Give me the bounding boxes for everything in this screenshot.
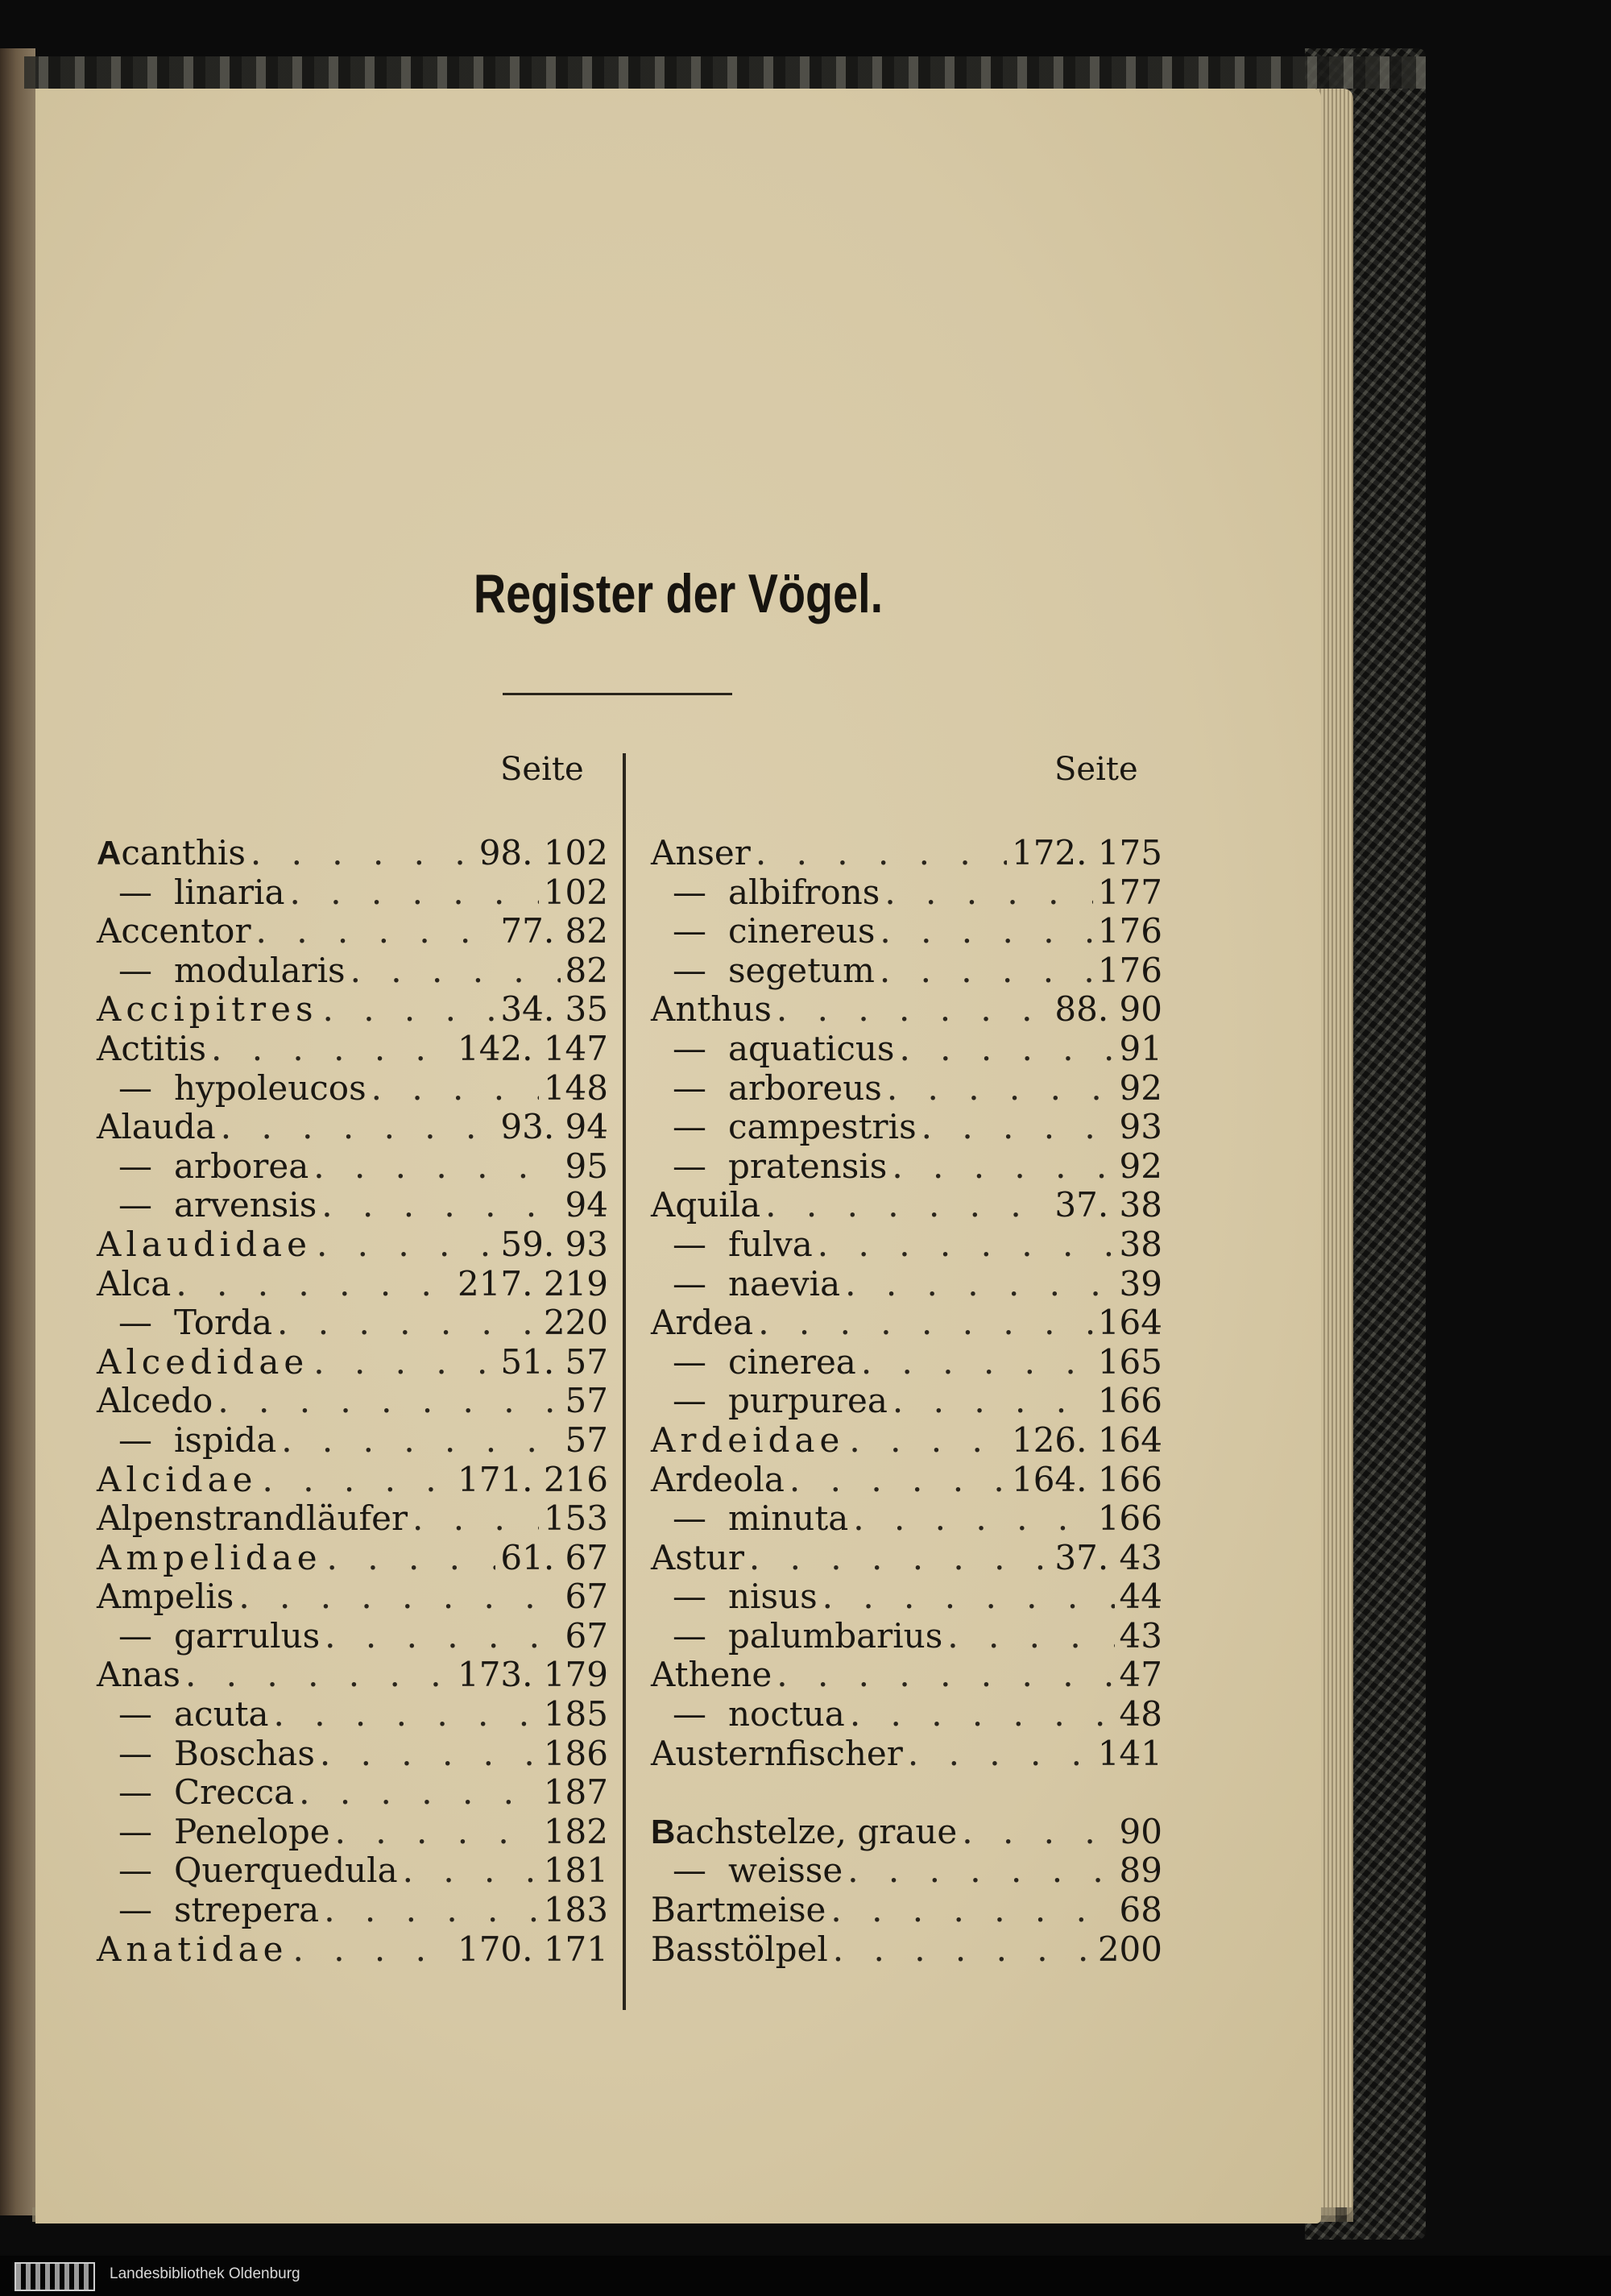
column-divider (623, 753, 626, 2010)
entry-name: Acanthis (97, 833, 246, 872)
entry-name: Ardeola (651, 1459, 785, 1499)
index-entry (651, 1265, 1162, 1304)
entry-name: Athene (651, 1655, 772, 1695)
ditto-dash: — (118, 1615, 152, 1656)
entry-name: Anthus (651, 989, 772, 1030)
ditto-dash: — (673, 1615, 706, 1656)
entry-pages: 93. 94 (500, 1107, 608, 1147)
leader-dots (325, 1617, 560, 1656)
entry-pages: 77. 82 (500, 911, 608, 951)
index-entry (97, 951, 608, 991)
entry-pages: 44 (1119, 1577, 1162, 1617)
left-column (97, 834, 608, 1969)
ditto-dash: — (673, 872, 706, 912)
leader-dots (211, 1030, 453, 1069)
entry-name: cinerea (728, 1341, 856, 1382)
entry-name: albifrons (728, 872, 880, 912)
entry-pages: 142. 147 (457, 1028, 608, 1068)
index-entry (651, 873, 1162, 913)
leader-dots (324, 1891, 539, 1930)
index-entry (97, 1930, 608, 1970)
ditto-dash: — (673, 1381, 706, 1421)
leader-dots (884, 873, 1093, 913)
leader-dots (899, 1030, 1114, 1069)
ditto-dash: — (118, 1067, 152, 1108)
entry-name: pratensis (728, 1146, 888, 1186)
ditto-dash: — (118, 1146, 152, 1186)
index-entry (651, 1617, 1162, 1656)
entry-name: Alpenstrandläufer (97, 1498, 408, 1539)
leader-dots (822, 1577, 1115, 1617)
entry-pages: 90 (1119, 1811, 1162, 1851)
index-entry (651, 1499, 1162, 1539)
ditto-dash: — (673, 1146, 706, 1186)
entry-name: Ardeidae (651, 1419, 845, 1460)
entry-pages: 57 (565, 1419, 608, 1460)
ditto-dash: — (673, 1498, 706, 1539)
entry-name: Accipitres (97, 989, 318, 1030)
index-entry (97, 1891, 608, 1930)
leader-dots (217, 1382, 560, 1421)
entry-name: Querquedula (174, 1850, 398, 1891)
entry-name: Ampelis (97, 1577, 234, 1617)
index-entry (97, 1734, 608, 1774)
book-top-edge (24, 56, 1426, 89)
leader-dots (892, 1147, 1114, 1187)
leader-dots (290, 873, 539, 913)
leader-dots (880, 951, 1093, 991)
entry-pages: 185 (543, 1694, 608, 1734)
entry-name: purpurea (728, 1381, 888, 1421)
index-entry (651, 1421, 1162, 1461)
leader-dots (412, 1499, 539, 1539)
entry-pages: 186 (543, 1733, 608, 1773)
ditto-dash: — (673, 1067, 706, 1108)
entry-name: arborea (174, 1146, 309, 1186)
entry-name: Actitis (97, 1028, 207, 1068)
entry-name: Torda (174, 1303, 273, 1343)
entry-name: Anser (651, 833, 751, 872)
index-entry (651, 1734, 1162, 1774)
leader-dots (765, 1186, 1050, 1225)
leader-dots (277, 1303, 539, 1343)
ditto-dash: — (673, 950, 706, 990)
entry-name: Astur (651, 1537, 744, 1577)
entry-pages: 182 (543, 1811, 608, 1851)
entry-pages: 68 (1119, 1890, 1162, 1930)
entry-name: segetum (728, 950, 875, 990)
index-entry (651, 1147, 1162, 1187)
leader-dots (749, 1539, 1050, 1578)
leader-dots (947, 1617, 1114, 1656)
entry-name: strepera (174, 1890, 320, 1930)
entry-name: Aquila (651, 1185, 761, 1225)
entry-name: naevia (728, 1263, 841, 1303)
index-entry (651, 1695, 1162, 1734)
page-title: Register der Vögel. (473, 563, 884, 624)
entry-pages: 183 (543, 1890, 608, 1930)
index-entry (651, 990, 1162, 1030)
entry-pages: 82 (565, 950, 608, 990)
ditto-dash: — (118, 1772, 152, 1813)
leader-dots (350, 951, 561, 991)
index-entry (97, 1265, 608, 1304)
entry-name: aquaticus (728, 1028, 895, 1068)
ditto-dash: — (673, 1263, 706, 1303)
entry-name: modularis (174, 950, 346, 990)
leader-dots (299, 1773, 539, 1813)
index-entry (651, 951, 1162, 991)
entry-name: Boschas (174, 1733, 315, 1773)
ditto-dash: — (118, 1811, 152, 1851)
entry-name: Crecca (174, 1772, 295, 1813)
entry-pages: 166 (1097, 1498, 1162, 1539)
entry-pages: 34. 35 (500, 989, 608, 1030)
entry-name: hypoleucos (174, 1067, 367, 1108)
leader-dots (758, 1303, 1093, 1343)
index-entry (97, 1499, 608, 1539)
right-column-page-label: Seite (1054, 751, 1138, 788)
ditto-dash: — (673, 1577, 706, 1617)
entry-name: Ampelidae (97, 1537, 322, 1577)
entry-pages: 126. 164 (1011, 1419, 1162, 1460)
entry-pages: 217. 219 (457, 1263, 608, 1303)
entry-name: campestris (728, 1107, 917, 1147)
entry-pages: 37. 43 (1054, 1537, 1162, 1577)
entry-name: Alcedo (97, 1381, 213, 1421)
leader-dots (845, 1265, 1114, 1304)
entry-name: Alauda (97, 1107, 216, 1147)
index-entry (651, 1225, 1162, 1265)
ditto-dash: — (673, 1850, 706, 1891)
entry-name: Ardea (651, 1303, 754, 1343)
book-binding-left (0, 48, 35, 2215)
ditto-dash: — (673, 1224, 706, 1264)
entry-pages: 57 (565, 1381, 608, 1421)
index-entry (97, 1186, 608, 1225)
ditto-dash: — (118, 1694, 152, 1734)
leader-dots (321, 1186, 560, 1225)
entry-pages: 148 (543, 1067, 608, 1108)
leader-dots (251, 834, 474, 873)
entry-pages: 43 (1119, 1615, 1162, 1656)
index-entry (651, 1930, 1162, 1970)
leader-dots (850, 1695, 1115, 1734)
entry-pages: 181 (543, 1850, 608, 1891)
library-name: Landesbibliothek Oldenburg (110, 2265, 300, 2282)
entry-name: Anatidae (97, 1929, 288, 1969)
entry-pages: 102 (543, 872, 608, 912)
index-entry (651, 1186, 1162, 1225)
index-entry (651, 1069, 1162, 1109)
entry-pages: 51. 57 (500, 1341, 608, 1382)
index-entry (651, 1539, 1162, 1578)
leader-dots (323, 990, 496, 1030)
leader-dots (256, 912, 496, 951)
leader-dots (756, 834, 1007, 873)
library-footer (0, 2256, 1611, 2296)
entry-pages: 187 (543, 1772, 608, 1813)
index-entry (97, 1343, 608, 1382)
leader-dots (880, 912, 1092, 951)
index-entry (651, 834, 1162, 873)
entry-name: acuta (174, 1694, 269, 1734)
index-entry (97, 1225, 608, 1265)
entry-name: garrulus (174, 1615, 321, 1656)
entry-pages: 88. 90 (1054, 989, 1162, 1030)
entry-name: Alca (97, 1263, 172, 1303)
leader-dots (847, 1851, 1114, 1891)
leader-dots (789, 1461, 1007, 1500)
leader-dots (777, 990, 1050, 1030)
entry-pages: 177 (1097, 872, 1162, 912)
index-entry (97, 990, 608, 1030)
ditto-dash: — (118, 1419, 152, 1460)
leader-dots (263, 1461, 453, 1500)
index-entry (97, 1303, 608, 1343)
index-entry (97, 1773, 608, 1813)
entry-pages: 164 (1097, 1303, 1162, 1343)
entry-name: arvensis (174, 1185, 317, 1225)
entry-pages: 200 (1097, 1929, 1162, 1969)
entry-name: Basstölpel (651, 1929, 828, 1969)
leader-dots (777, 1656, 1114, 1695)
index-entry (651, 1382, 1162, 1421)
entry-pages: 93 (1119, 1107, 1162, 1147)
leader-dots (320, 1734, 539, 1774)
ditto-dash: — (673, 1694, 706, 1734)
entry-pages: 39 (1119, 1263, 1162, 1303)
entry-pages: 176 (1097, 950, 1162, 990)
ditto-dash: — (673, 1028, 706, 1068)
index-entry (97, 1382, 608, 1421)
right-column (651, 834, 1162, 1969)
entry-name: Alcedidae (97, 1341, 309, 1382)
entry-pages: 165 (1097, 1341, 1162, 1382)
entry-name: Accentor (97, 911, 251, 951)
leader-dots (833, 1930, 1093, 1970)
ditto-dash: — (118, 1185, 152, 1225)
index-entry (97, 1421, 608, 1461)
entry-pages: 91 (1119, 1028, 1162, 1068)
index-entry (651, 1343, 1162, 1382)
index-entry (97, 912, 608, 951)
ditto-dash: — (673, 911, 706, 951)
ditto-dash: — (118, 872, 152, 912)
leader-dots (921, 1108, 1115, 1147)
title-rule (503, 693, 732, 695)
leader-dots (335, 1813, 539, 1852)
index-entry (97, 1539, 608, 1578)
entry-name: nisus (728, 1577, 818, 1617)
leader-dots (849, 1421, 1007, 1461)
leader-dots (221, 1108, 496, 1147)
entry-pages: 166 (1097, 1381, 1162, 1421)
leader-dots (830, 1891, 1114, 1930)
leader-dots (317, 1225, 495, 1265)
index-entry (651, 1108, 1162, 1147)
book-page (35, 89, 1321, 2223)
entry-pages: 92 (1119, 1067, 1162, 1108)
entry-name: Penelope (174, 1811, 330, 1851)
entry-pages: 172. 175 (1011, 833, 1162, 872)
entry-pages: 220 (543, 1303, 608, 1343)
section-gap (651, 1773, 1162, 1813)
entry-pages: 67 (565, 1615, 608, 1656)
index-entry (97, 1069, 608, 1109)
index-entry (651, 1577, 1162, 1617)
index-entry (97, 1813, 608, 1852)
leader-dots (818, 1225, 1115, 1265)
index-entry (97, 1461, 608, 1500)
entry-pages: 59. 93 (500, 1224, 608, 1264)
entry-pages: 173. 179 (457, 1655, 608, 1695)
entry-name: Bartmeise (651, 1890, 826, 1930)
index-entry (97, 1617, 608, 1656)
ditto-dash: — (118, 1733, 152, 1773)
entry-name: cinereus (728, 911, 876, 951)
leader-dots (962, 1813, 1114, 1852)
entry-pages: 92 (1119, 1146, 1162, 1186)
entry-pages: 67 (565, 1577, 608, 1617)
entry-name: ispida (174, 1419, 277, 1460)
entry-pages: 47 (1119, 1655, 1162, 1695)
index-entry (97, 834, 608, 873)
ditto-dash: — (118, 950, 152, 990)
entry-pages: 153 (543, 1498, 608, 1539)
leader-dots (313, 1147, 560, 1187)
entry-name: palumbarius (728, 1615, 943, 1656)
leader-dots (313, 1343, 495, 1382)
ditto-dash: — (118, 1303, 152, 1343)
entry-pages: 141 (1097, 1733, 1162, 1773)
leader-dots (238, 1577, 560, 1617)
index-entry (97, 873, 608, 913)
entry-name: fulva (728, 1224, 813, 1264)
index-entry (651, 1891, 1162, 1930)
index-entry (651, 1813, 1162, 1852)
entry-pages: 95 (565, 1146, 608, 1186)
index-entry (651, 1030, 1162, 1069)
index-entry (97, 1656, 608, 1695)
leader-dots (327, 1539, 496, 1578)
leader-dots (371, 1069, 539, 1109)
entry-name: Alaudidae (97, 1224, 312, 1264)
leader-dots (281, 1421, 560, 1461)
entry-name: Alcidae (97, 1459, 258, 1499)
entry-pages: 61. 67 (500, 1537, 608, 1577)
index-entry (651, 1851, 1162, 1891)
leader-dots (274, 1695, 539, 1734)
leader-dots (861, 1343, 1093, 1382)
leader-dots (176, 1265, 453, 1304)
leader-dots (887, 1069, 1115, 1109)
ditto-dash: — (118, 1890, 152, 1930)
entry-name: noctua (728, 1694, 845, 1734)
entry-pages: 176 (1097, 911, 1162, 951)
index-entry (97, 1108, 608, 1147)
leader-dots (185, 1656, 453, 1695)
entry-pages: 171. 216 (457, 1459, 608, 1499)
ditto-dash: — (118, 1850, 152, 1891)
entry-pages: 98. 102 (478, 833, 608, 872)
entry-pages: 38 (1119, 1224, 1162, 1264)
leader-dots (853, 1499, 1093, 1539)
index-entry (97, 1577, 608, 1617)
leader-dots (403, 1851, 539, 1891)
entry-pages: 89 (1119, 1850, 1162, 1891)
index-entry (651, 1461, 1162, 1500)
entry-name: Anas (97, 1655, 180, 1695)
leader-dots (892, 1382, 1093, 1421)
leader-dots (293, 1930, 453, 1970)
index-entry (97, 1851, 608, 1891)
ditto-dash: — (673, 1341, 706, 1382)
entry-name: linaria (174, 872, 285, 912)
entry-name: minuta (728, 1498, 849, 1539)
entry-name: Austernfischer (651, 1733, 903, 1773)
left-column-page-label: Seite (500, 751, 584, 788)
index-entry (651, 1656, 1162, 1695)
entry-pages: 164. 166 (1011, 1459, 1162, 1499)
ditto-dash: — (673, 1107, 706, 1147)
leader-dots (908, 1734, 1093, 1774)
entry-name: weisse (728, 1850, 843, 1891)
entry-name: Bachstelze, graue (651, 1811, 958, 1851)
entry-name: arboreus (728, 1067, 882, 1108)
index-entry (97, 1147, 608, 1187)
index-entry (97, 1030, 608, 1069)
entry-pages: 37. 38 (1054, 1185, 1162, 1225)
index-entry (97, 1695, 608, 1734)
library-logo-icon (14, 2262, 95, 2291)
entry-pages: 94 (565, 1185, 608, 1225)
entry-pages: 170. 171 (457, 1929, 608, 1969)
index-entry (651, 1303, 1162, 1343)
entry-pages: 48 (1119, 1694, 1162, 1734)
index-entry (651, 912, 1162, 951)
